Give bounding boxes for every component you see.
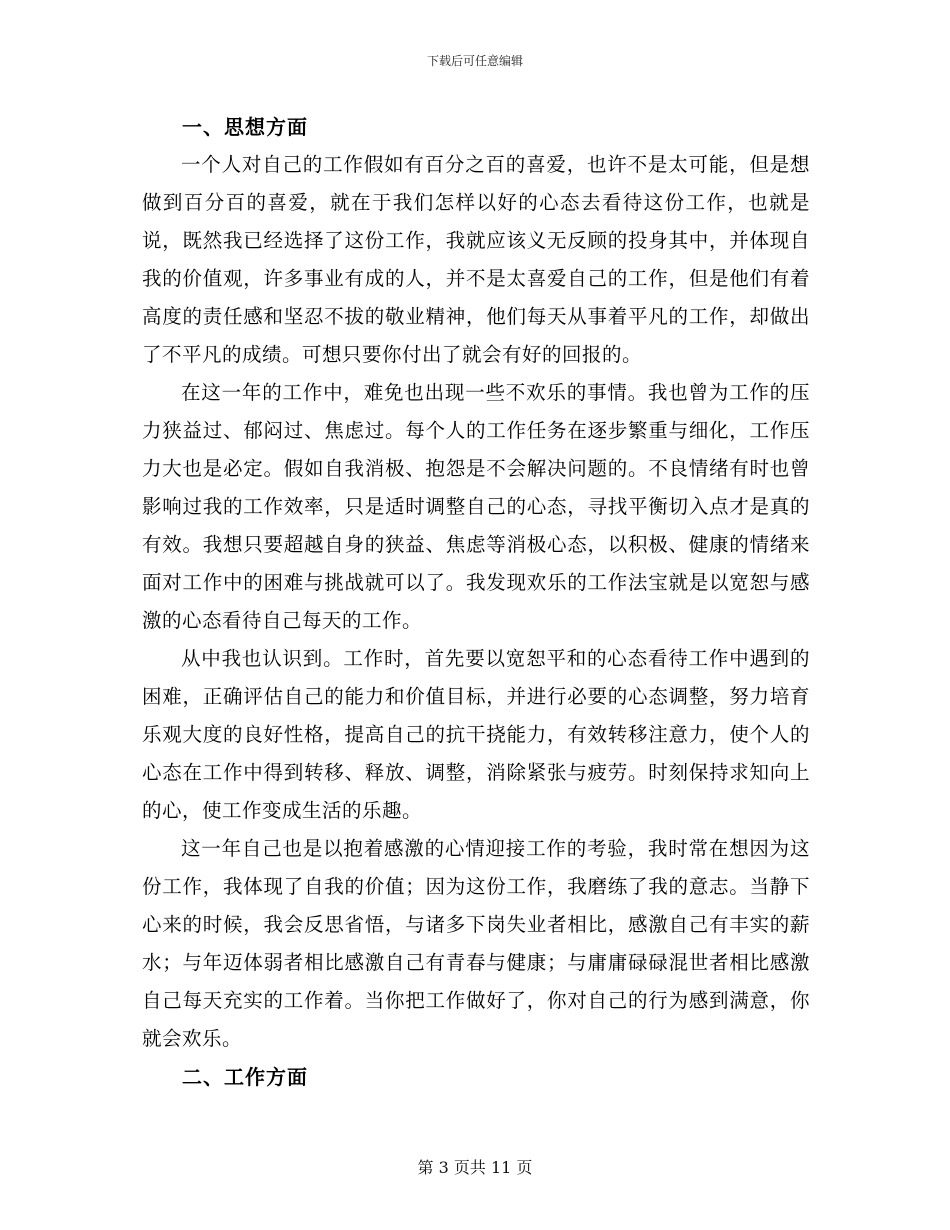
paragraph: 这一年自己也是以抱着感激的心情迎接工作的考验，我时常在想因为这份工作，我体现了自我的价值；因为这份工作，我磨练了我的意志。当静下心来的时候，我会反思省悟，与诸多下岗失业者相比，感激自己有丰实的薪水；与年迈体弱者相比感激自己有青春与健康；与庸庸碌碌混世者相比感激自己每天充实的工作着。当你把工作做好了，你对自己的行为感到满意，你就会欢乐。 [142, 837, 810, 1050]
document-body [142, 108, 810, 1096]
paragraph: 一个人对自己的工作假如有百分之百的喜爱，也许不是太可能，但是想做到百分百的喜爱，就在于我们怎样以好的心态去看待这份工作，也就是说，既然我已经选择了这份工作，我就应该义无反顾的投身其中，并体现自我的价值观，许多事业有成的人，并不是太喜爱自己的工作，但是他们有着高度的责任感和坚忍不拔的敬业精神，他们每天从事着平凡的工作，却做出了不平凡的成绩。可想只要你付出了就会有好的回报的。 [142, 153, 810, 366]
page-number: 第 3 页共 11 页 [417, 1158, 533, 1177]
paragraph: 在这一年的工作中，难免也出现一些不欢乐的事情。我也曾为工作的压力狭益过、郁闷过、焦虑过。每个人的工作任务在逐步繁重与细化，工作压力大也是必定。假如自我消极、抱怨是不会解决问题的。不良情绪有时也曾影响过我的工作效率，只是适时调整自己的心态，寻找平衡切入点才是真的有效。我想只要超越自身的狭益、焦虑等消极心态，以积极、健康的情绪来面对工作中的困难与挑战就可以了。我发现欢乐的工作法宝就是以宽恕与感激的心态看待自己每天的工作。 [142, 381, 810, 632]
page-header: 下载后可任意编辑 [426, 54, 523, 68]
paragraph: 从中我也认识到。工作时，首先要以宽恕平和的心态看待工作中遇到的困难，正确评估自己的能力和价值目标，并进行必要的心态调整，努力培育乐观大度的良好性格，提高自己的抗干挠能力，有效转移注意力，使个人的心态在工作中得到转移、释放、调整，消除紧张与疲劳。时刻保持求知向上的心，使工作变成生活的乐趣。 [142, 647, 810, 822]
section-heading-work: 二、工作方面 [182, 1065, 308, 1089]
section-heading-thoughts: 一、思想方面 [182, 115, 308, 139]
